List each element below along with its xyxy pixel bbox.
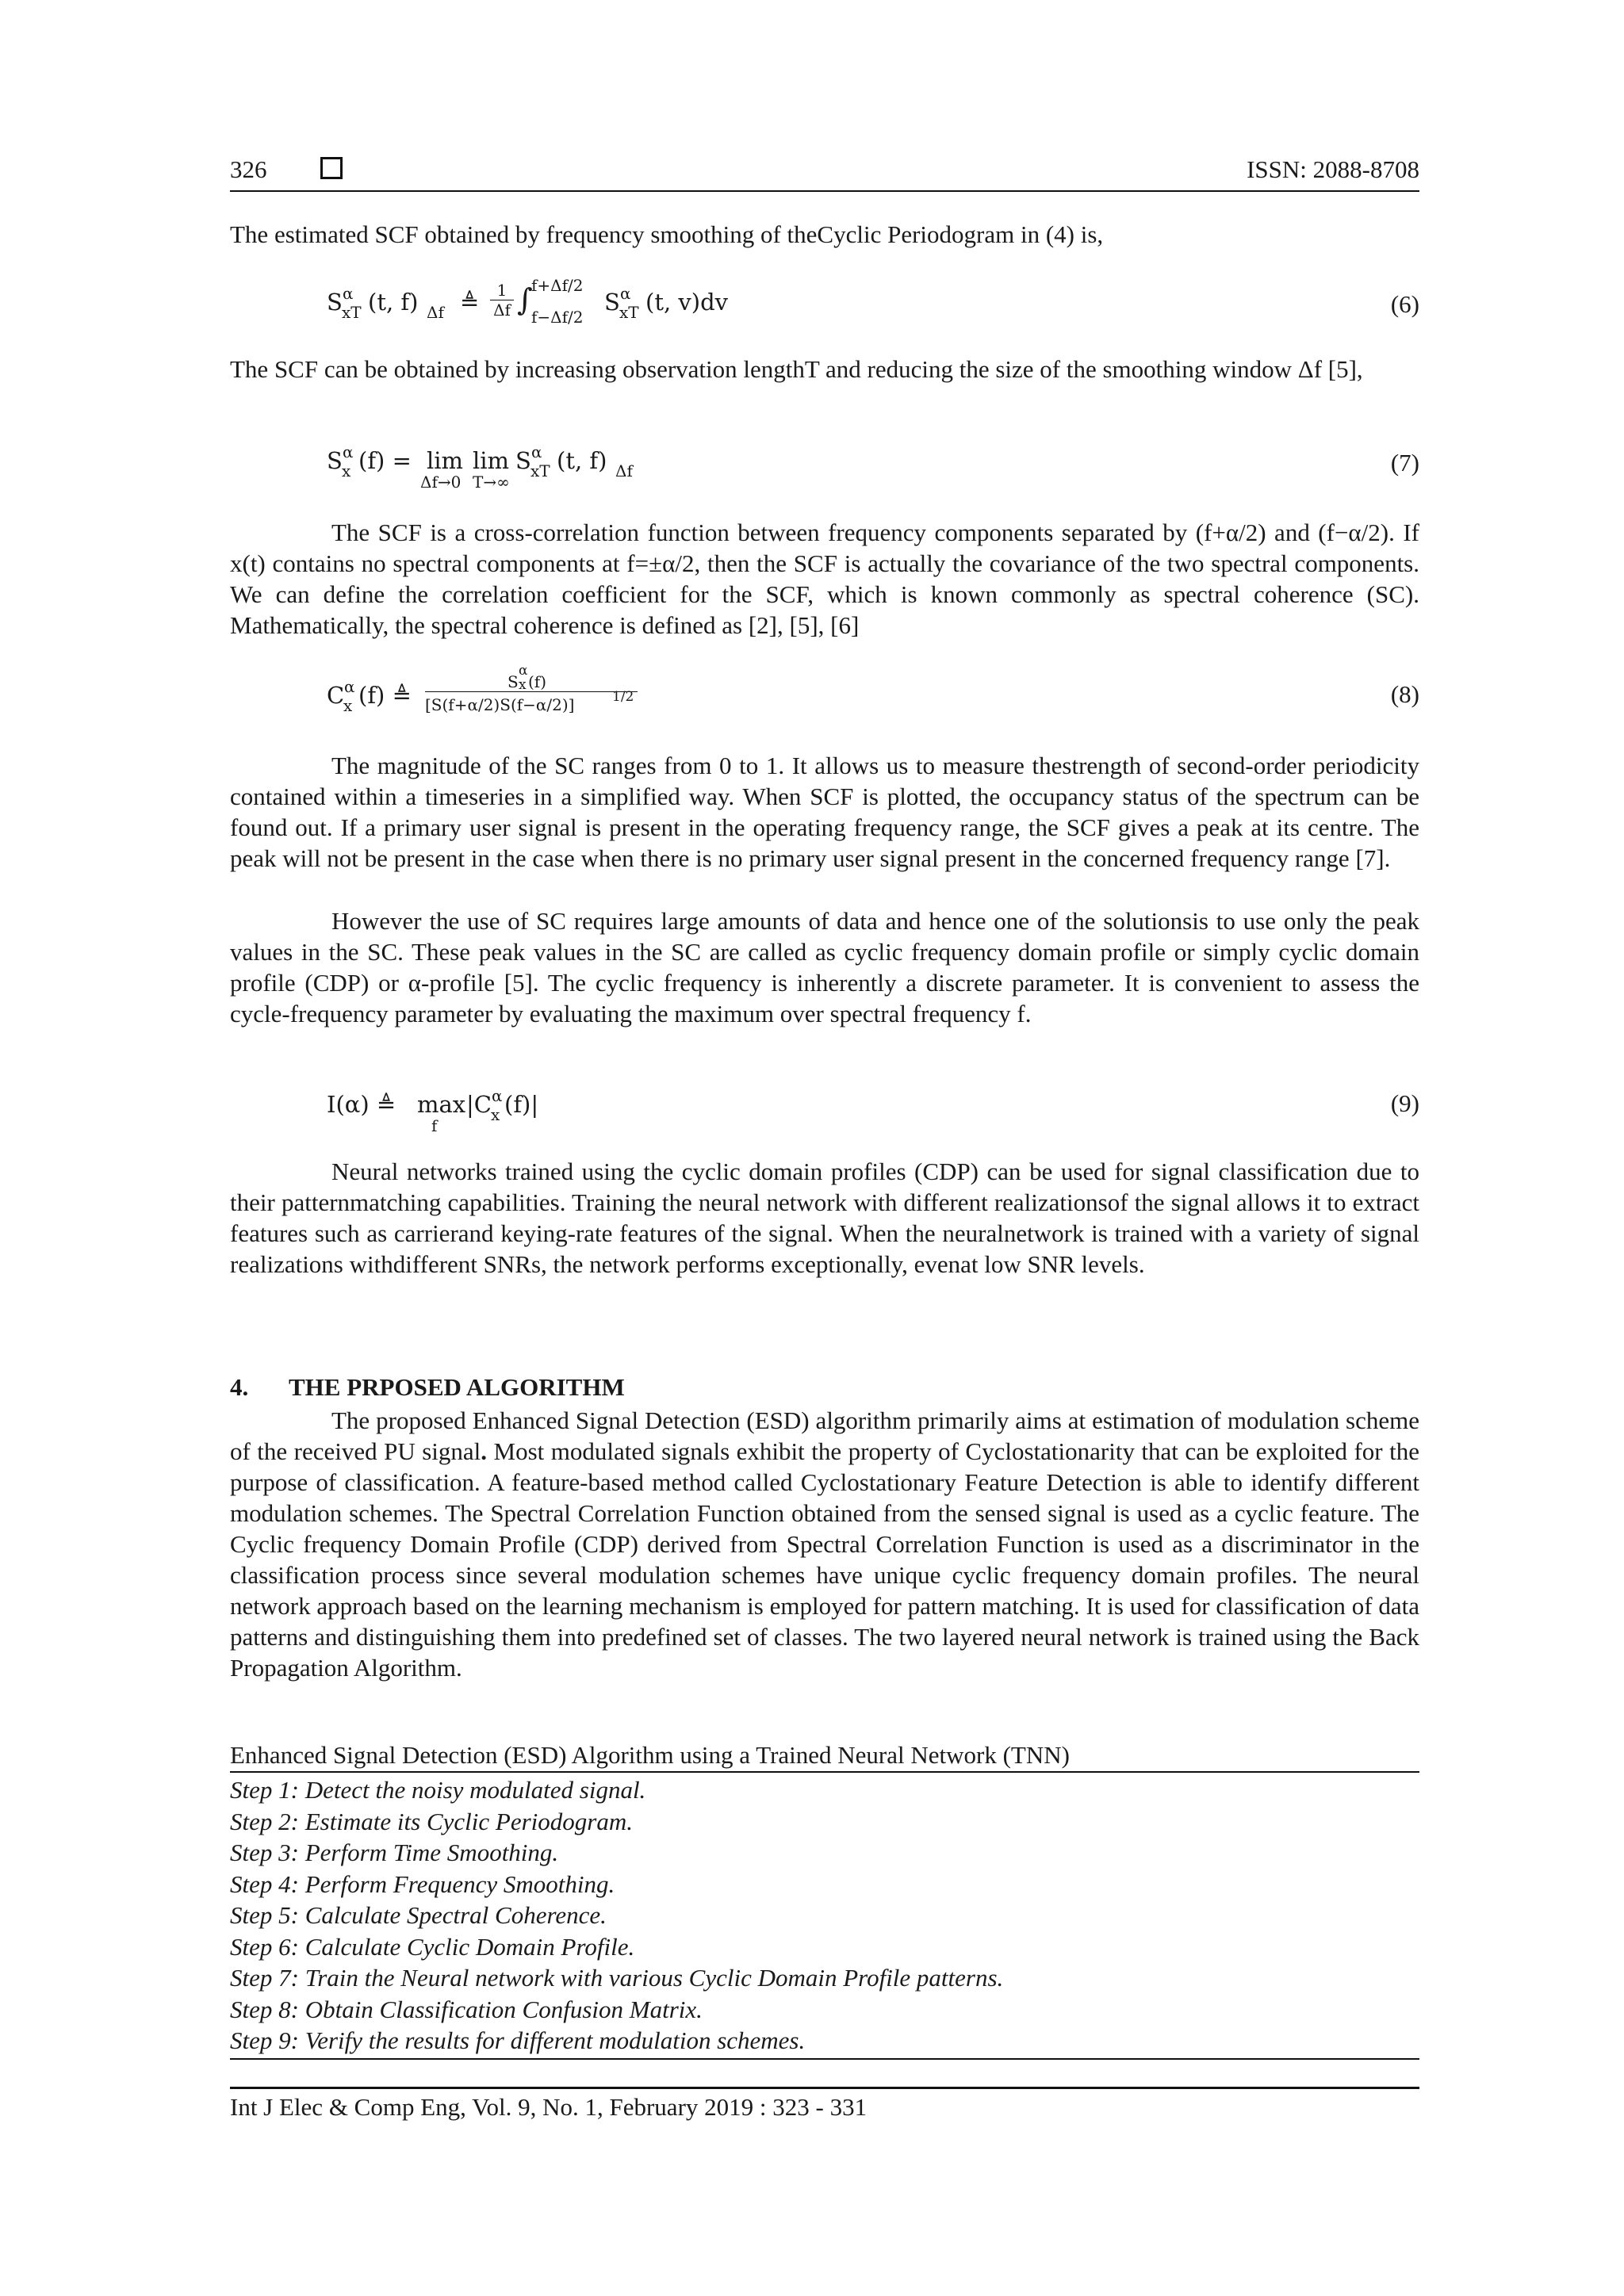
eq6-int-lower: f−Δf/2	[531, 308, 584, 327]
algorithm-step: Step 1: Detect the noisy modulated signal.	[230, 1776, 646, 1804]
equation-6	[327, 276, 1040, 335]
eq7-lhs-sup: α	[343, 442, 354, 461]
paragraph-bold-period: .	[481, 1437, 488, 1465]
section-number: 4.	[230, 1373, 249, 1401]
paragraph-text	[230, 1405, 1419, 1683]
paragraph-text: Neural networks trained using the cyclic domain profiles (CDP) can be used for signal classification due to their patternmatching capabilities. Training the neural network with different realizationsof the signal allows it to extract features such as carrierand keying-rate features of the signal. When the neuralnetwork is trained with a variety of signal realizations withdifferent SNRs, the network performs exceptionally, evenat low SNR levels.	[230, 1158, 1419, 1278]
paragraph-text: The estimated SCF obtained by frequency smoothing of theCyclic Periodogram in (4) is,	[230, 220, 1104, 248]
algorithm-step: Step 5: Calculate Spectral Coherence.	[230, 1901, 607, 1929]
eq6-frac-den: Δf	[490, 300, 514, 320]
eq7-rhs-args: (t, f)	[557, 447, 607, 474]
eq9-rhs-sup: α	[492, 1086, 503, 1105]
equation-8	[327, 664, 1040, 728]
eq6-frac-num: 1	[496, 281, 508, 300]
section-title: THE PRPOSED ALGORITHM	[289, 1373, 625, 1401]
eq6-lhs-sup: α	[343, 284, 354, 303]
eq8-num-base: S	[508, 672, 519, 691]
header-rule	[230, 190, 1419, 192]
eq9-rhs-sub: x	[491, 1105, 500, 1124]
eq6-integrand-sup: α	[620, 284, 631, 303]
eq9-rhs-close: (f)|	[504, 1091, 539, 1118]
algorithm-steps	[230, 1774, 1003, 2057]
paragraph-sc-magnitude	[230, 750, 1419, 874]
algorithm-step: Step 3: Perform Time Smoothing.	[230, 1839, 559, 1866]
algorithm-step: Step 2: Estimate its Cyclic Periodogram.	[230, 1807, 633, 1835]
eq7-rhs-sup: α	[531, 442, 542, 461]
eq8-lhs-sup: α	[344, 677, 355, 696]
paragraph-text: The SCF is a cross-correlation function between frequency components separated by (f+α/2) and (f−α/2). If x(t) contains no spectral components at f=±α/2, then the SCF is actually the covariance of the two spectral components. We can define the correlation coefficient for the SCF, which is known commonly as spectral coherence (SC). Mathematically, the spectral coherence is defined as [2], [5], [6]	[230, 519, 1419, 639]
eq8-num-sub: x	[519, 677, 527, 693]
algorithm-step: Step 9: Verify the results for different modulation schemes.	[230, 2026, 806, 2054]
eq8-num-args: (f)	[528, 672, 547, 691]
algorithm-title: Enhanced Signal Detection (ESD) Algorithm using a Trained Neural Network (TNN)	[230, 1741, 1070, 1769]
algorithm-bottom-rule	[230, 2058, 1419, 2060]
paragraph-text-a: The proposed Enhanced Signal Detection (ESD) algorithm primarily aims at estimation of modulation scheme of the received PU signal	[230, 1406, 1419, 1465]
paragraph-neural-networks	[230, 1156, 1419, 1280]
paragraph-scf-intro	[230, 219, 1419, 250]
section-heading	[230, 1373, 625, 1402]
equation-number-9: (9)	[1390, 1089, 1419, 1117]
equation-number-8: (8)	[1390, 680, 1419, 708]
checkbox-square-icon	[320, 157, 343, 179]
algorithm-step: Step 8: Obtain Classification Confusion Matrix.	[230, 1995, 703, 2023]
eq7-lim1-sub: Δf→0	[420, 473, 462, 492]
paragraph-esd	[230, 1405, 1419, 1683]
paragraph-text: However the use of SC requires large amounts of data and hence one of the solutionsis to use only the peak values in the SC. These peak values in the SC are called as cyclic frequency domain profile or simply cyclic domain profile (CDP) or α-profile [5]. The cyclic frequency is inherently a discrete parameter. It is convenient to assess the cycle-frequency parameter by evaluating the maximum over spectral frequency f.	[230, 907, 1419, 1027]
issn: ISSN: 2088-8708	[1247, 155, 1419, 183]
equation-number-6: (6)	[1390, 290, 1419, 318]
equation-number-7: (7)	[1390, 449, 1419, 476]
eq8-den-sup: 1/2	[612, 689, 634, 705]
eq6-int-upper: f+Δf/2	[531, 276, 584, 295]
eq6-defeq: ≜	[460, 289, 480, 316]
eq6-integrand-base: S	[604, 289, 620, 316]
eq8-den: [S(f+α/2)S(f−α/2)]	[425, 695, 575, 714]
eq6-lhs-base: S	[327, 289, 343, 316]
running-header	[230, 155, 1419, 190]
eq8-num-sup: α	[519, 663, 528, 679]
eq8-lhs-args: (f) ≜	[358, 682, 412, 709]
eq6-integrand-args: (t, v)dv	[645, 289, 729, 316]
eq7-lhs-sub: x	[342, 461, 351, 480]
running-footer: Int J Elec & Comp Eng, Vol. 9, No. 1, February 2019 : 323 - 331	[230, 2093, 868, 2121]
eq9-lhs: I(α) ≜	[327, 1091, 396, 1118]
eq6-integrand-sub: xT	[619, 303, 639, 322]
eq9-max: max	[417, 1091, 466, 1118]
eq6-lhs-sub: xT	[342, 303, 362, 322]
eq8-numerator	[425, 664, 638, 691]
algorithm-step: Step 4: Perform Frequency Smoothing.	[230, 1869, 615, 1898]
paragraph-text: The SCF can be obtained by increasing observation lengthT and reducing the size of the smoothing window Δf [5],	[230, 355, 1363, 383]
eq7-rhs-base: S	[515, 447, 531, 474]
eq8-denominator	[425, 691, 638, 716]
paragraph-text: The magnitude of the SC ranges from 0 to 1. It allows us to measure thestrength of second-order periodicity contained within a timeseries in a simplified way. When SCF is plotted, the occupancy status of the spectrum can be found out. If a primary user signal is present in the operating frequency range, the SCF gives a peak at its centre. The peak will not be present in the case when there is no primary user signal present in the concerned frequency range [7].	[230, 752, 1419, 872]
eq6-lhs-args: (t, f)	[368, 289, 419, 316]
eq7-lhs-base: S	[327, 447, 343, 474]
algorithm-step: Step 7: Train the Neural network with various Cyclic Domain Profile patterns.	[230, 1964, 1004, 1992]
footer-rule	[230, 2087, 1419, 2089]
eq6-lhs-args-sub: Δf	[427, 303, 444, 322]
eq8-lhs-base: C	[327, 682, 345, 709]
eq6-integral: ∫	[517, 282, 533, 317]
paragraph-sc-however	[230, 905, 1419, 1029]
eq9-max-sub: f	[431, 1116, 438, 1135]
page-number: 326	[230, 155, 267, 183]
eq7-lim2-sub: T→∞	[473, 473, 510, 492]
paragraph-scf-cross	[230, 517, 1419, 641]
paragraph-text-b: Most modulated signals exhibit the property of Cyclostationarity that can be exploited for the purpose of classification. A feature-based method called Cyclostationary Feature Detection is able to identify different modulation schemes. The Spectral Correlation Function obtained from the sensed signal is used as a cyclic feature. The Cyclic frequency Domain Profile (CDP) derived from Spectral Correlation Function is used as a discriminator in the classification process since several modulation schemes have unique cyclic frequency domain profiles. The neural network approach based on the learning mechanism is employed for pattern matching. It is used for classification of data patterns and distinguishing them into predefined set of classes. The two layered neural network is trained using the Back Propagation Algorithm.	[230, 1437, 1419, 1682]
eq8-fraction	[425, 664, 638, 716]
algorithm-top-rule	[230, 1771, 1419, 1773]
eq8-lhs-sub: x	[343, 696, 353, 715]
eq9-rhs-open: |C	[466, 1091, 492, 1118]
equation-7	[327, 441, 1040, 496]
eq6-fraction	[490, 281, 514, 320]
algorithm-step: Step 6: Calculate Cyclic Domain Profile.	[230, 1932, 635, 1961]
eq7-lim1: lim	[427, 447, 464, 474]
eq7-lim2: lim	[473, 447, 510, 474]
paragraph-scf-obtained	[230, 354, 1419, 385]
eq7-rhs-sub: xT	[530, 461, 550, 480]
equation-9	[327, 1086, 1040, 1142]
eq7-lhs-args: (f) =	[358, 447, 412, 474]
eq7-rhs-args-sub: Δf	[615, 461, 633, 480]
